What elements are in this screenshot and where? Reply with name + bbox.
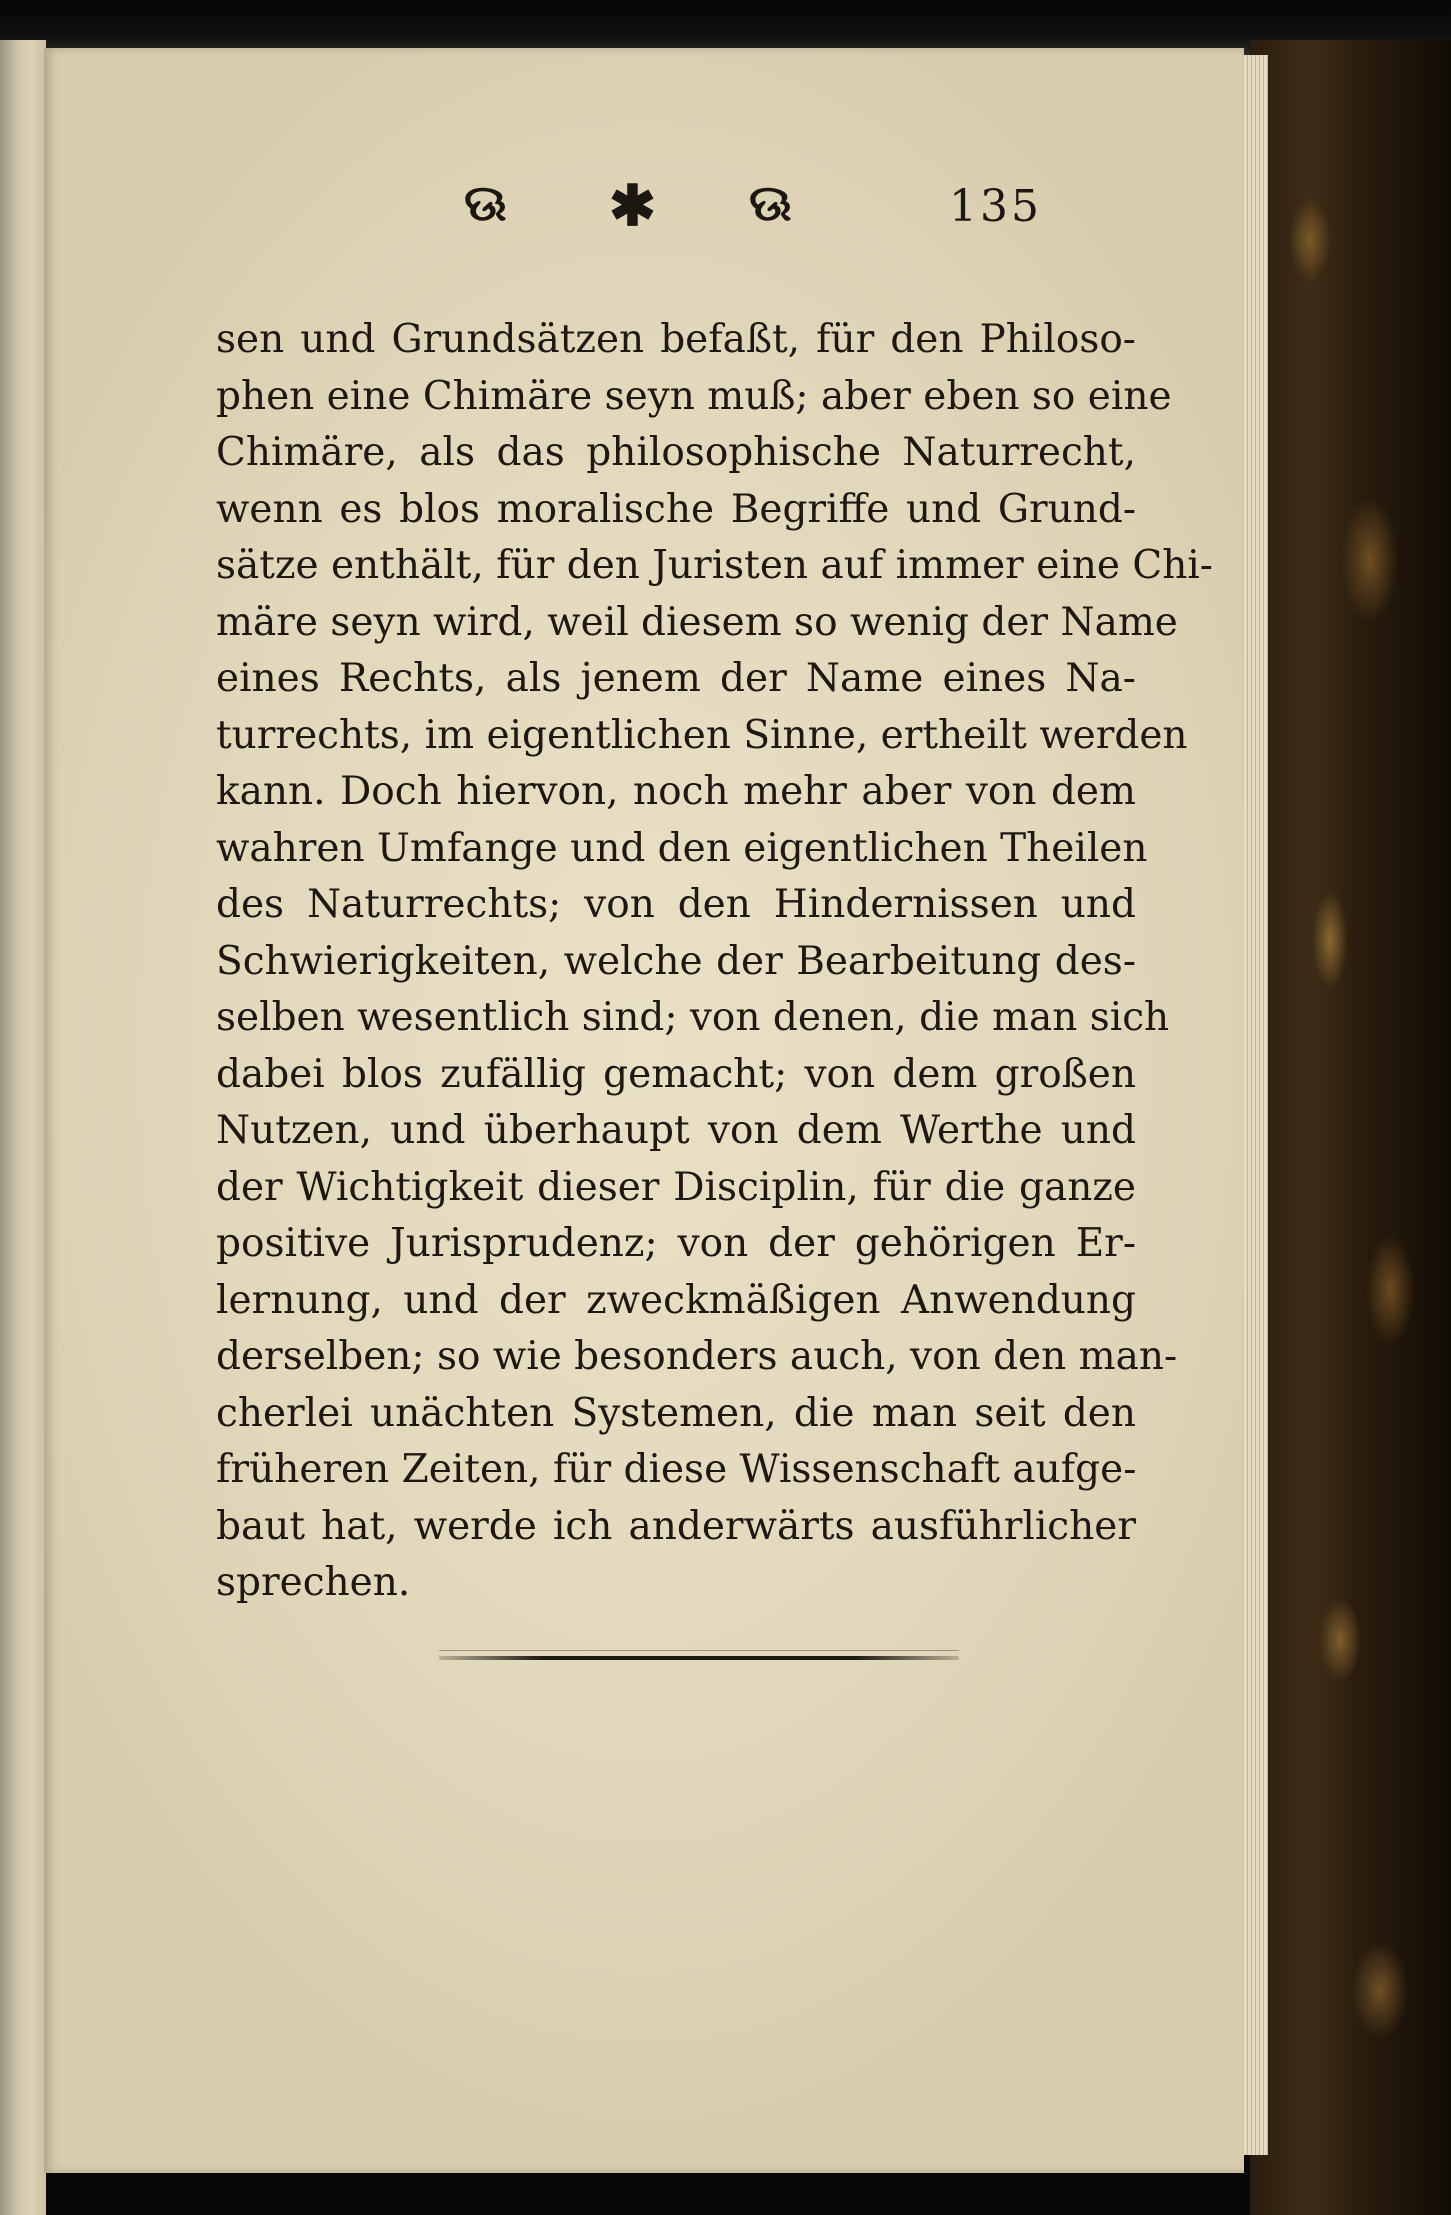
text-line: wahren Umfange und den eigentlichen Theilen xyxy=(216,825,1148,871)
text-line: märe seyn wird, weil diesem so wenig der Name xyxy=(216,599,1178,645)
text-line: sen und Grundsätzen befaßt, für den Philoso- xyxy=(216,317,1136,362)
previous-page-edge xyxy=(0,40,46,2215)
body-text xyxy=(216,312,1213,1612)
text-line: turrechts, im eigentlichen Sinne, ertheilt werden xyxy=(216,712,1188,758)
text-line: sätze enthält, für den Juristen auf immer eine Chi- xyxy=(216,543,1213,588)
text-line: derselben; so wie besonders auch, von den man- xyxy=(216,1334,1178,1379)
text-line: kann. Doch hiervon, noch mehr aber von dem xyxy=(216,769,1136,814)
text-line: des Naturrechts; von den Hindernissen und xyxy=(216,882,1136,927)
text-line: selben wesentlich sind; von denen, die man sich xyxy=(216,995,1170,1040)
ornament-middle: ✱ xyxy=(609,173,654,239)
marbled-cover-board xyxy=(1250,40,1451,2215)
scan-top-edge xyxy=(0,0,1451,55)
closing-rule xyxy=(439,1656,959,1660)
book-page xyxy=(44,48,1244,2173)
text-line: dabei blos zufällig gemacht; von dem großen xyxy=(216,1051,1136,1097)
closing-rule-hairline xyxy=(439,1650,959,1651)
text-line: der Wichtigkeit dieser Disciplin, für die ganze xyxy=(216,1164,1136,1210)
text-line: wenn es blos moralische Begriffe und Grund- xyxy=(216,486,1136,532)
text-line: sprechen. xyxy=(216,1560,411,1605)
text-line: Schwierigkeiten, welche der Bearbeitung des- xyxy=(216,938,1136,984)
text-line: Chimäre, als das philosophische Naturrecht, xyxy=(216,430,1136,475)
text-line: Nutzen, und überhaupt von dem Werthe und xyxy=(216,1108,1136,1153)
page-number: 135 xyxy=(949,181,1042,232)
text-line: früheren Zeiten, für diese Wissenschaft aufge- xyxy=(216,1447,1137,1492)
text-line: baut hat, werde ich anderwärts ausführlicher xyxy=(216,1503,1136,1549)
ornament-right: ଊ xyxy=(749,173,790,232)
running-head xyxy=(44,173,1244,263)
text-line: phen eine Chimäre seyn muß; aber eben so eine xyxy=(216,373,1172,419)
text-line: eines Rechts, als jenem der Name eines Na- xyxy=(216,656,1136,701)
text-line: positive Jurisprudenz; von der gehörigen Er- xyxy=(216,1221,1136,1266)
text-line: lernung, und der zweckmäßigen Anwendung xyxy=(216,1277,1136,1323)
text-line: cherlei unächten Systemen, die man seit den xyxy=(216,1390,1136,1436)
ornament-left: ଊ xyxy=(464,173,505,232)
